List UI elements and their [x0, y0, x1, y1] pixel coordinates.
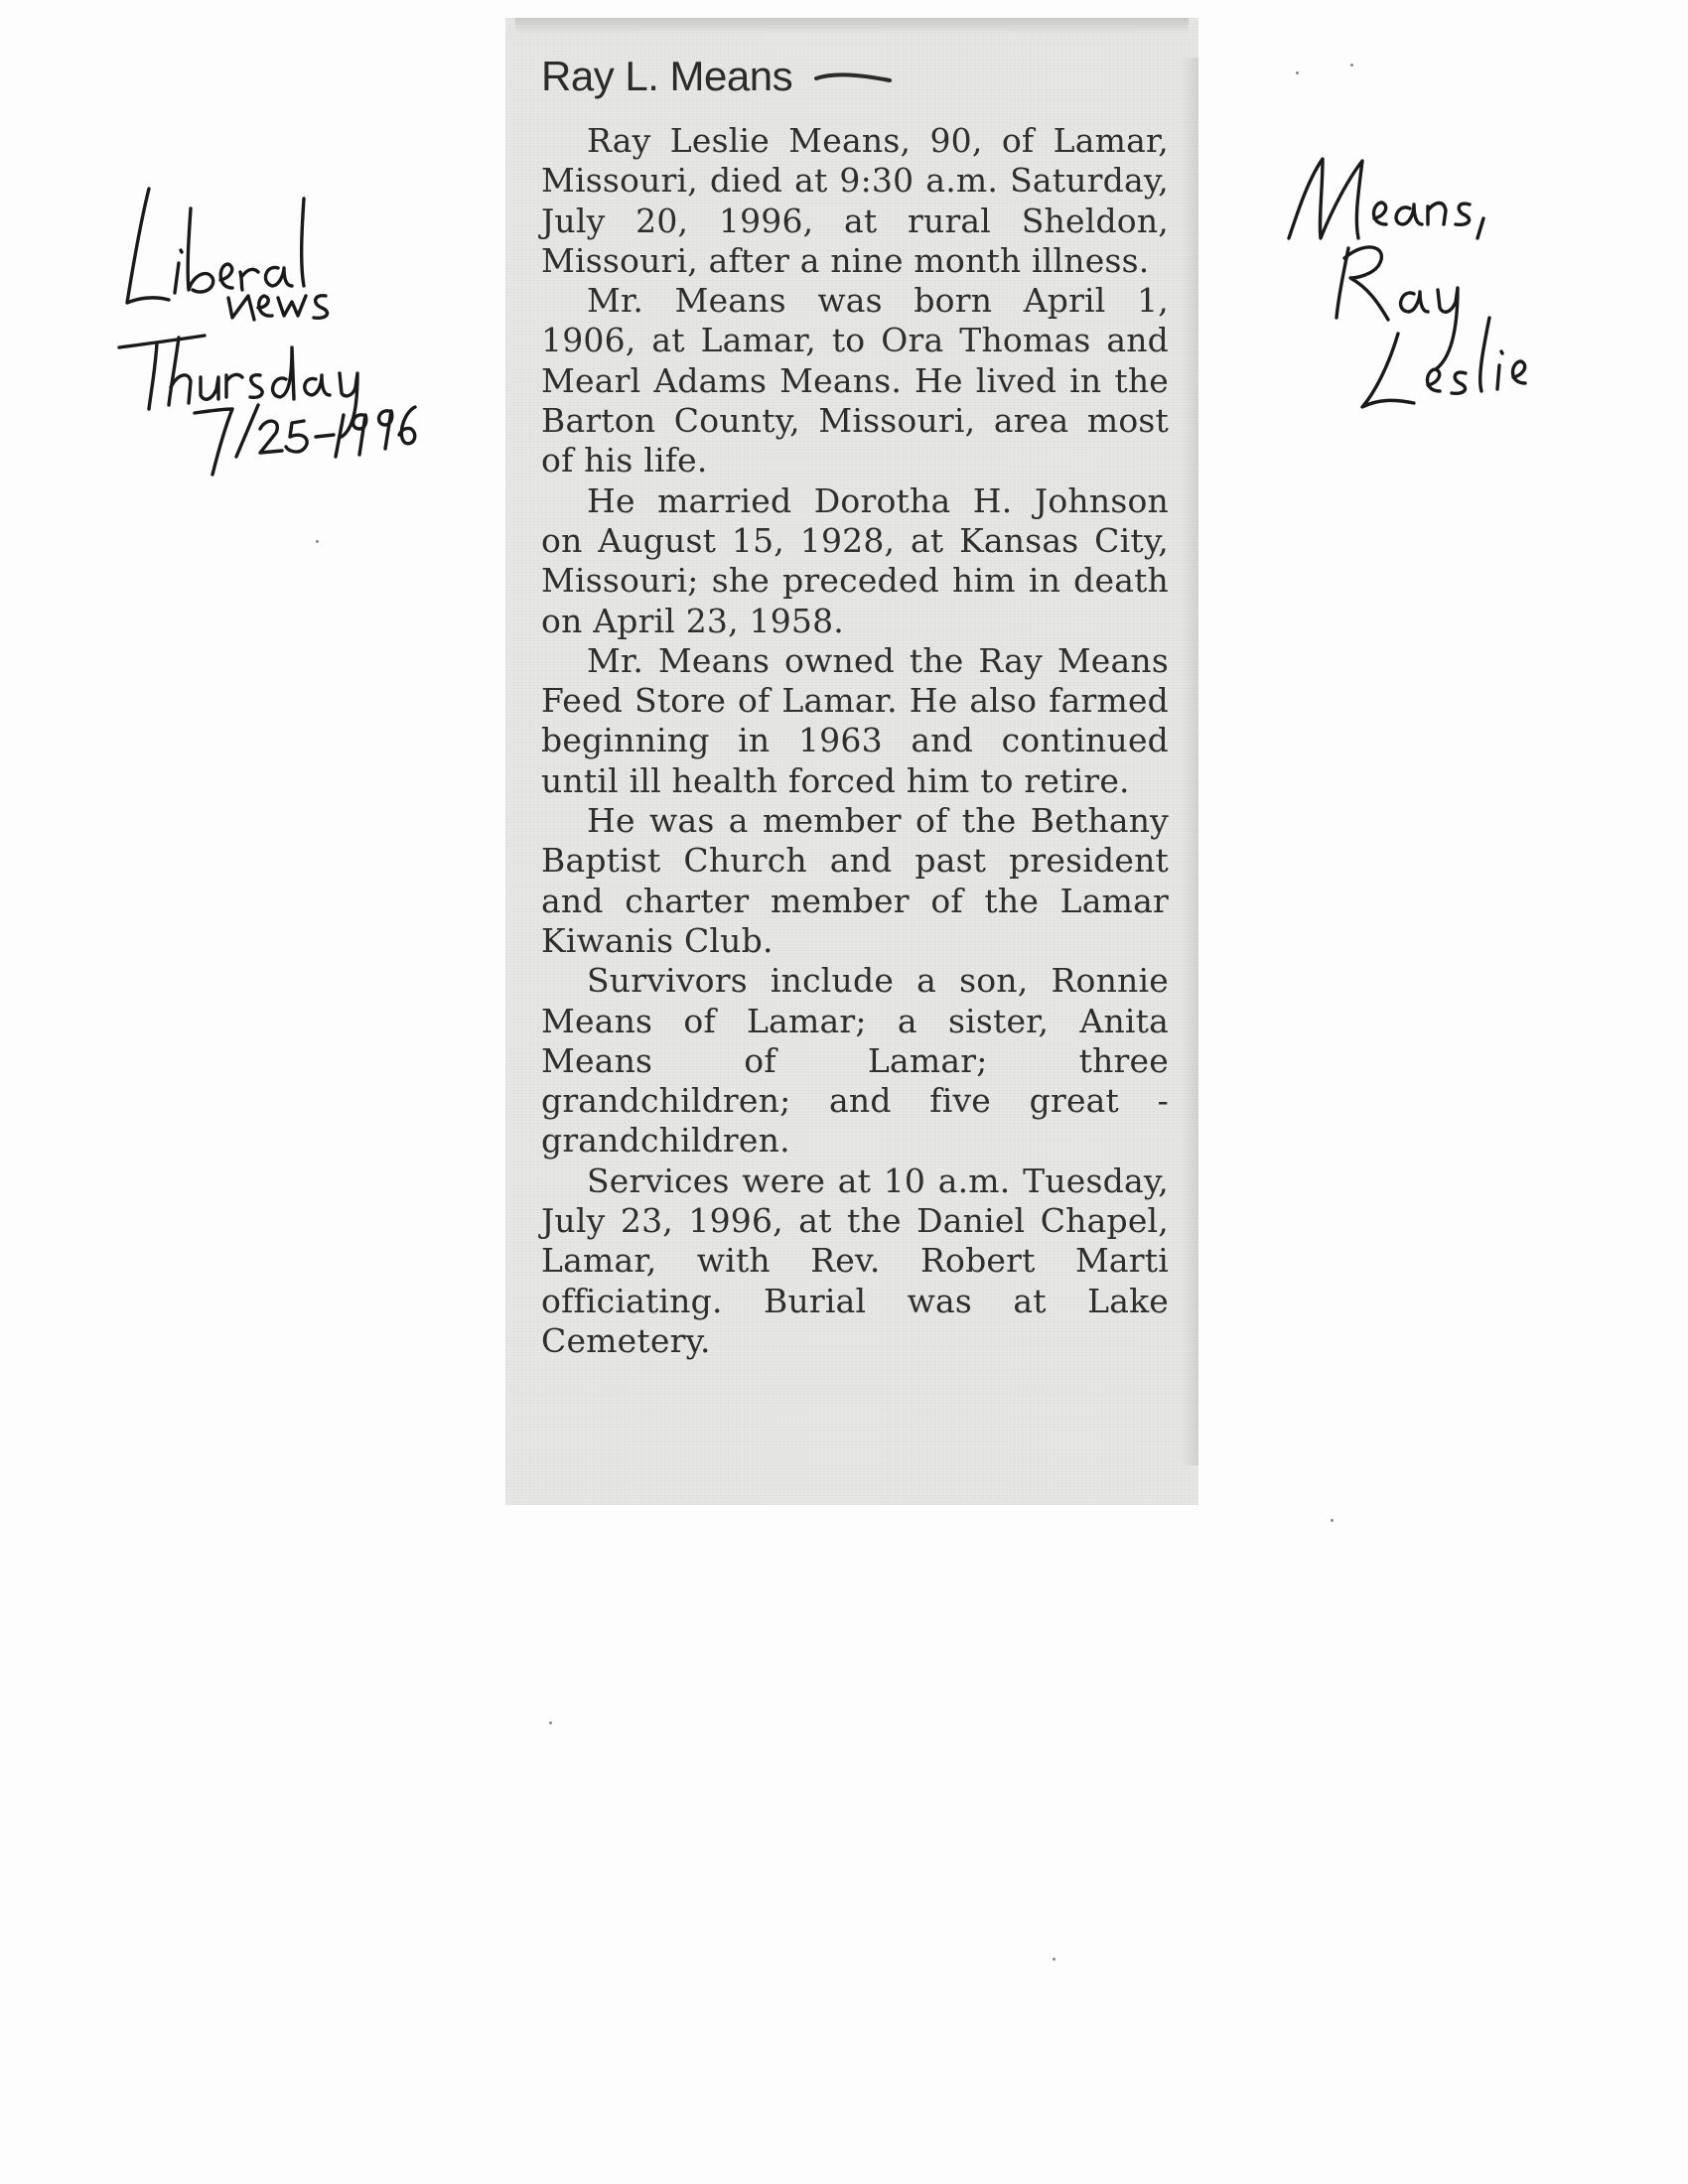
- paragraph-birth: Mr. Means was born April 1, 1906, at Lamar, to Ora Thomas and Mearl Adams Means. He lived in the Barton County, Missouri, area most of his life.: [541, 281, 1169, 480]
- scan-speck: [1331, 1519, 1334, 1522]
- paragraph-survivors: Survivors include a son, Ronnie Means of Lamar; a sister, Anita Means of Lamar; three grandchildren; and five great - grandchildren.: [541, 961, 1169, 1160]
- newspaper-clipping: [505, 18, 1198, 1505]
- scan-speck: [316, 540, 319, 543]
- bleed-through-top: [515, 18, 1189, 34]
- scan-speck: [549, 1721, 552, 1724]
- bleed-through-right: [1181, 58, 1198, 1465]
- handwritten-name-note: [1279, 139, 1577, 417]
- obituary-headline: Ray L. Means: [541, 53, 793, 99]
- headline-row: [541, 44, 1169, 109]
- scan-speck: [1296, 71, 1299, 74]
- scan-speck: [1053, 1958, 1055, 1961]
- obituary-body: [541, 121, 1169, 1361]
- pen-dash-mark: [814, 68, 894, 88]
- paragraph-career: Mr. Means owned the Ray Means Feed Store of Lamar. He also farmed beginning in 1963 and continued until ill health forced him to retire.: [541, 640, 1169, 800]
- paragraph-marriage: He married Dorotha H. Johnson on August 15, 1928, at Kansas City, Missouri; she preceded him in death on April 23, 1958.: [541, 480, 1169, 640]
- paragraph-death: Ray Leslie Means, 90, of Lamar, Missouri, died at 9:30 a.m. Saturday, July 20, 1996, at rural Sheldon, Missouri, after a nine month illness.: [541, 121, 1169, 280]
- scan-speck: [1350, 64, 1353, 67]
- paragraph-services: Services were at 10 a.m. Tuesday, July 23, 1996, at the Daniel Chapel, Lamar, with Rev. Robert Marti officiating. Burial was at Lake Cemetery.: [541, 1160, 1169, 1360]
- handwritten-source-note: [109, 169, 437, 486]
- paragraph-membership: He was a member of the Bethany Baptist Church and past president and charter member of the Lamar Kiwanis Club.: [541, 801, 1169, 960]
